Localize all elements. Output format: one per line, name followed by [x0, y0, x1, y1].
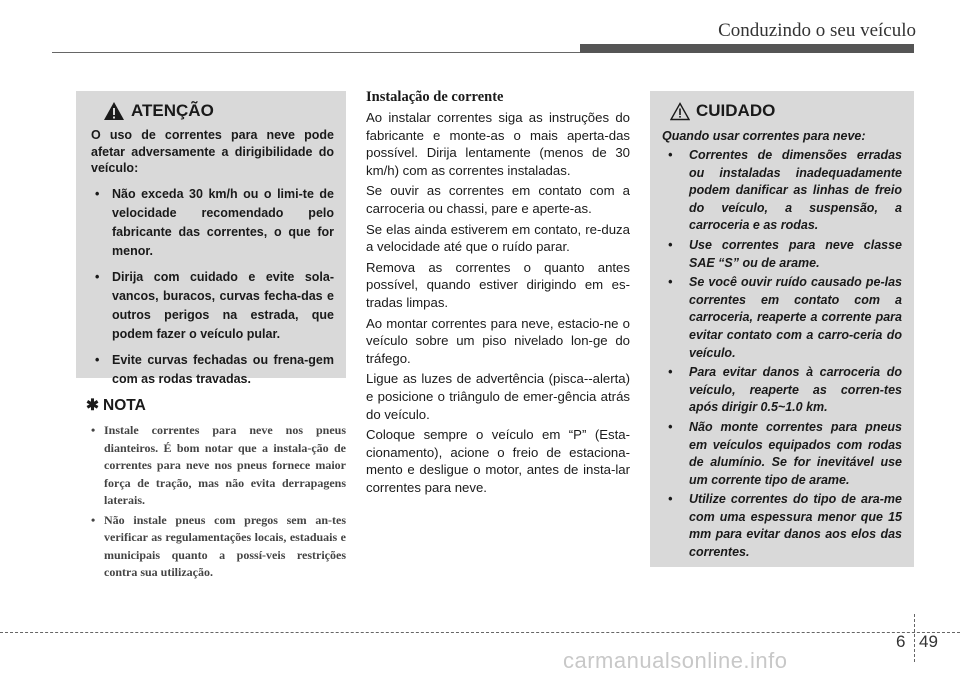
- body-text: [366, 109, 630, 499]
- paragraph: Coloque sempre o veículo em “P” (Esta-cionamento), acione o freio de estaciona-mento e desligue o motor, antes de insta-lar correntes para neve.: [366, 427, 630, 495]
- section-heading: Instalação de corrente: [366, 89, 504, 105]
- note-title: NOTA: [103, 396, 146, 414]
- caution-item: • Use correntes para neve classe SAE “S” ou de arame.: [668, 237, 902, 270]
- note-heading: [86, 396, 146, 415]
- warning-item: • Não exceda 30 km/h ou o limi-te de velocidade recomendado pelo fabricante das correntes, o que for menor.: [95, 186, 334, 258]
- header-bar: [580, 44, 914, 53]
- caution-item: • Se você ouvir ruído causado pe-las correntes em contato com a carroceria, reaperte a corrente para evitar contato com a carro-ceria do veículo.: [668, 275, 902, 360]
- paragraph: Ao montar correntes para neve, estacio-ne o veículo sobre um piso nivelado lon-ge do tráfego.: [366, 315, 630, 366]
- warning-item: • Dirija com cuidado e evite sola-vancos, buracos, curvas fecha-das e outros perigos na estrada, que podem fazer o veículo pular.: [95, 269, 334, 341]
- footer-rule: [0, 632, 960, 633]
- note-item: • Instale correntes para neve nos pneus dianteiros. É bom notar que a instala-ção de correntes para neve nos pneus fornece maior força de tração, mas não evita derrapagens laterais.: [91, 423, 346, 507]
- watermark: carmanualsonline.info: [563, 648, 788, 673]
- caution-title: CUIDADO: [696, 101, 776, 120]
- warning-item: • Evite curvas fechadas ou frena-gem com as rodas travadas.: [95, 352, 334, 386]
- caution-item: • Correntes de dimensões erradas ou instaladas inadequadamente podem danificar as linhas de freio do veículo, a suspensão, a carroceria e as rodas.: [668, 148, 902, 233]
- caution-box: [650, 91, 914, 567]
- paragraph: Remova as correntes o quanto antes possível, quando estiver dirigindo em es-tradas limpas.: [366, 259, 630, 310]
- page-number: 49: [919, 632, 938, 651]
- caution-item: • Para evitar danos à carroceria do veículo, reaperte as corren-tes após dirigir 0.5~1.0 km.: [668, 365, 902, 415]
- note-item: • Não instale pneus com pregos sem an-tes verificar as regulamentações locais, estaduais e municipais quanto a possí-veis restrições contra sua utilização.: [91, 512, 346, 579]
- warning-triangle-icon: [103, 101, 125, 121]
- asterisk-icon: ✱: [86, 397, 99, 414]
- warning-heading: [91, 101, 334, 121]
- paragraph: Ligue as luzes de advertência (pisca--alerta) e posicione o triângulo de emer-gência atrás do veículo.: [366, 371, 630, 422]
- chapter-number: 6: [896, 632, 906, 651]
- caution-intro: Quando usar correntes para neve:: [662, 129, 866, 143]
- caution-triangle-icon: [670, 102, 690, 121]
- header-rule: [52, 52, 580, 53]
- page-divider: [914, 614, 915, 662]
- paragraph: Ao instalar correntes siga as instruções do fabricante e monte-as o mais aperta-das possível. Dirija lentamente (menos de 30 km/h) com as correntes instaladas.: [366, 110, 630, 178]
- caution-item: • Utilize correntes do tipo de ara-me com uma espessura menor que 15 mm para evitar danos aos elos das correntes.: [668, 492, 902, 560]
- note-list: [86, 422, 346, 584]
- warning-intro: O uso de correntes para neve pode afetar adversamente a dirigibilidade do veículo:: [91, 128, 334, 175]
- caution-item: • Não monte correntes para pneus em veículos equipados com rodas de alumínio. Se for inevitável use um corrente tipo de arame.: [668, 419, 902, 487]
- caution-heading: [662, 101, 902, 121]
- warning-box: [76, 91, 346, 386]
- warning-title: ATENÇÃO: [131, 101, 214, 120]
- section-title: Conduzindo o seu veículo: [718, 20, 916, 41]
- paragraph: Se elas ainda estiverem em contato, re-duza a velocidade até que o ruído parar.: [366, 221, 630, 255]
- paragraph: Se ouvir as correntes em contato com a carroceria ou chassi, pare e aperte-as.: [366, 183, 630, 216]
